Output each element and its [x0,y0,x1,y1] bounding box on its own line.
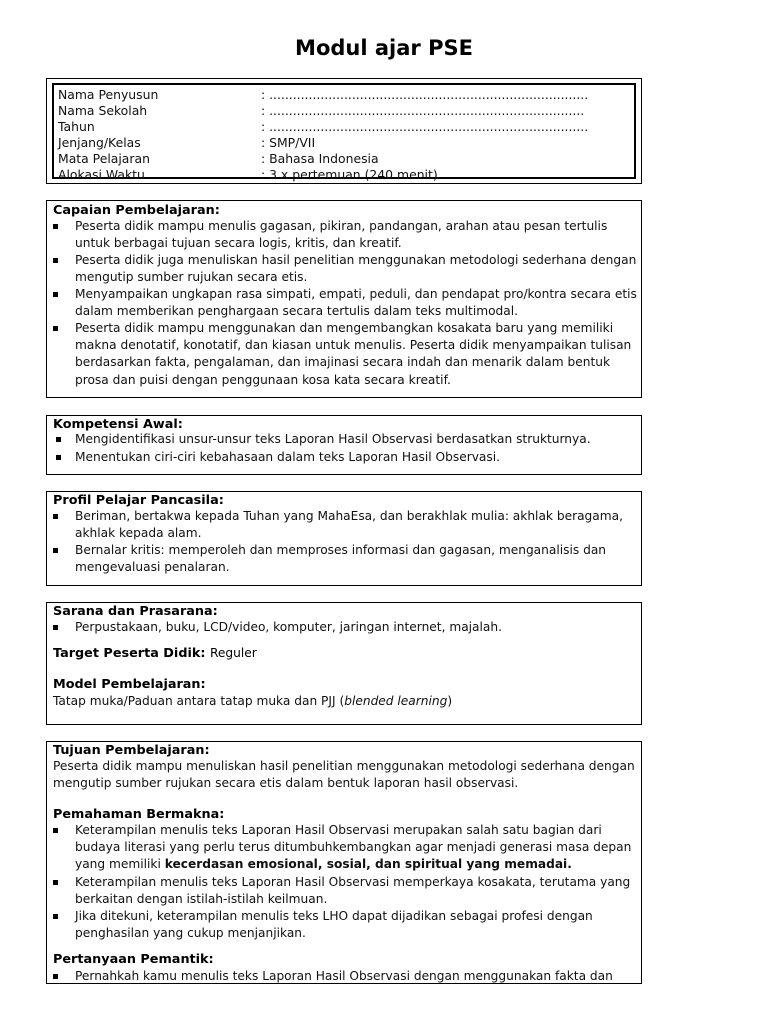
tujuan-text: Peserta didik mampu menuliskan hasil penelitian menggunakan metodologi sederhana dengan mengutip sumber rujukan secara etis dalam bentuk laporan hasil observasi. [53,759,635,791]
target-line [53,645,257,662]
pemahaman-text: Keterampilan menulis teks Laporan Hasil Observasi merupakan salah satu bagian dari budaya literasi yang perlu terus ditumbuhkembangkan agar menjadi generasi masa depan yang memiliki [75,823,632,872]
capaian-item: Peserta didik mampu menggunakan dan mengembangkan kosakata baru yang memiliki makna denotatif, konotatif, dan kiasan untuk menulis. Peserta didik menyampaikan tulisan berdasarkan fakta, pengalaman, dan imajinasi secara indah dan menarik dalam bentuk prosa dan puisi dengan penggunaan kosa kata secara kreatif. [75,321,632,387]
kompetensi-section [46,415,642,475]
capaian-section [46,200,642,398]
capaian-heading: Capaian Pembelajaran: [53,203,220,218]
bullet-icon [53,514,58,519]
bullet-icon [53,326,58,331]
model-text-line [53,693,452,710]
page-title: Modul ajar PSE [295,36,473,60]
model-text: Tatap muka/Paduan antara tatap muka dan PJJ ( [53,694,345,708]
tujuan-section [46,741,642,984]
kompetensi-heading: Kompetensi Awal: [53,417,183,432]
identity-label: Tahun [58,119,95,134]
identity-row [58,87,589,103]
bullet-icon [53,880,58,885]
pemahaman-item: Keterampilan menulis teks Laporan Hasil Observasi memperkaya kosakata, terutama yang berkaitan dengan istilah-istilah keilmuan. [75,875,631,907]
bullet-icon [53,828,58,833]
identity-value: : SMP/VII [261,135,316,150]
kompetensi-item: Mengidentifikasi unsur-unsur teks Laporan Hasil Observasi berdasatkan strukturnya. [75,432,591,446]
tujuan-heading: Tujuan Pembelajaran: [53,743,210,758]
profil-item: Bernalar kritis: memperoleh dan memproses informasi dan gagasan, menganalisis dan mengevaluasi penalaran. [75,543,607,575]
bullet-icon [56,455,61,460]
identity-row [58,135,316,151]
identity-value: : ................................................................................. [261,119,589,134]
identity-row [58,119,589,135]
capaian-item: Peserta didik mampu menulis gagasan, pikiran, pandangan, arahan atau pesan tertulis untuk berbagai tujuan secara logis, kritis, dan kreatif. [75,219,608,251]
identity-value: : Bahasa Indonesia [261,151,379,166]
profil-heading: Profil Pelajar Pancasila: [53,493,224,508]
bullet-icon [53,914,58,919]
sarana-heading: Sarana dan Prasarana: [53,604,218,619]
identity-label: Jenjang/Kelas [58,135,141,150]
identity-value: : 3 x pertemuan (240 menit) [261,167,438,182]
capaian-item: Peserta didik juga menuliskan hasil penelitian menggunakan metodologi sederhana dengan mengutip sumber rujukan secara etis. [75,253,637,285]
bullet-icon [53,258,58,263]
pemahaman-bold: kecerdasan emosional, sosial, dan spiritual yang memadai. [164,857,572,872]
target-value: Reguler [209,646,257,660]
identity-label: Mata Pelajaran [58,151,150,166]
bullet-icon [53,974,58,979]
model-italic: blended learning [344,694,448,708]
identity-value: : ................................................................................. [261,87,589,102]
pemahaman-heading: Pemahaman Bermakna: [53,807,225,822]
bullet-icon [53,292,58,297]
pemahaman-item [75,822,637,874]
profil-section [46,491,642,586]
identity-label: Nama Penyusun [58,87,159,102]
identity-value: : ................................................................................ [261,103,585,118]
model-heading: Model Pembelajaran: [53,677,206,692]
pertanyaan-item: Pernahkah kamu menulis teks Laporan Hasil Observasi dengan menggunakan fakta dan [75,969,613,983]
identity-label: Nama Sekolah [58,103,148,118]
bullet-icon [53,224,58,229]
identity-table-inner [52,83,636,182]
profil-item: Beriman, bertakwa kepada Tuhan yang MahaEsa, dan berakhlak mulia: akhlak beragama, akhlak kepada alam. [75,509,623,541]
bullet-icon [53,548,58,553]
target-heading: Target Peserta Didik: [53,646,206,661]
model-close: ) [447,694,453,708]
sarana-section [46,602,642,725]
pertanyaan-heading: Pertanyaan Pemantik: [53,952,214,967]
capaian-item: Menyampaikan ungkapan rasa simpati, empati, peduli, dan pendapat pro/kontra secara etis dalam memberikan penghargaan secara tertulis dalam teks multimodal. [75,287,637,319]
identity-table [46,78,642,184]
identity-row [58,103,585,119]
kompetensi-item: Menentukan ciri-ciri kebahasaan dalam teks Laporan Hasil Observasi. [75,450,501,464]
pemahaman-item: Jika ditekuni, keterampilan menulis teks LHO dapat dijadikan sebagai profesi dengan penghasilan yang cukup menjanjikan. [75,909,593,941]
identity-row [58,167,438,183]
bullet-icon [53,625,58,630]
sarana-item: Perpustakaan, buku, LCD/video, komputer, jaringan internet, majalah. [75,620,502,634]
identity-label: Alokasi Waktu [58,167,145,182]
bullet-icon [56,437,61,442]
identity-row [58,151,379,167]
